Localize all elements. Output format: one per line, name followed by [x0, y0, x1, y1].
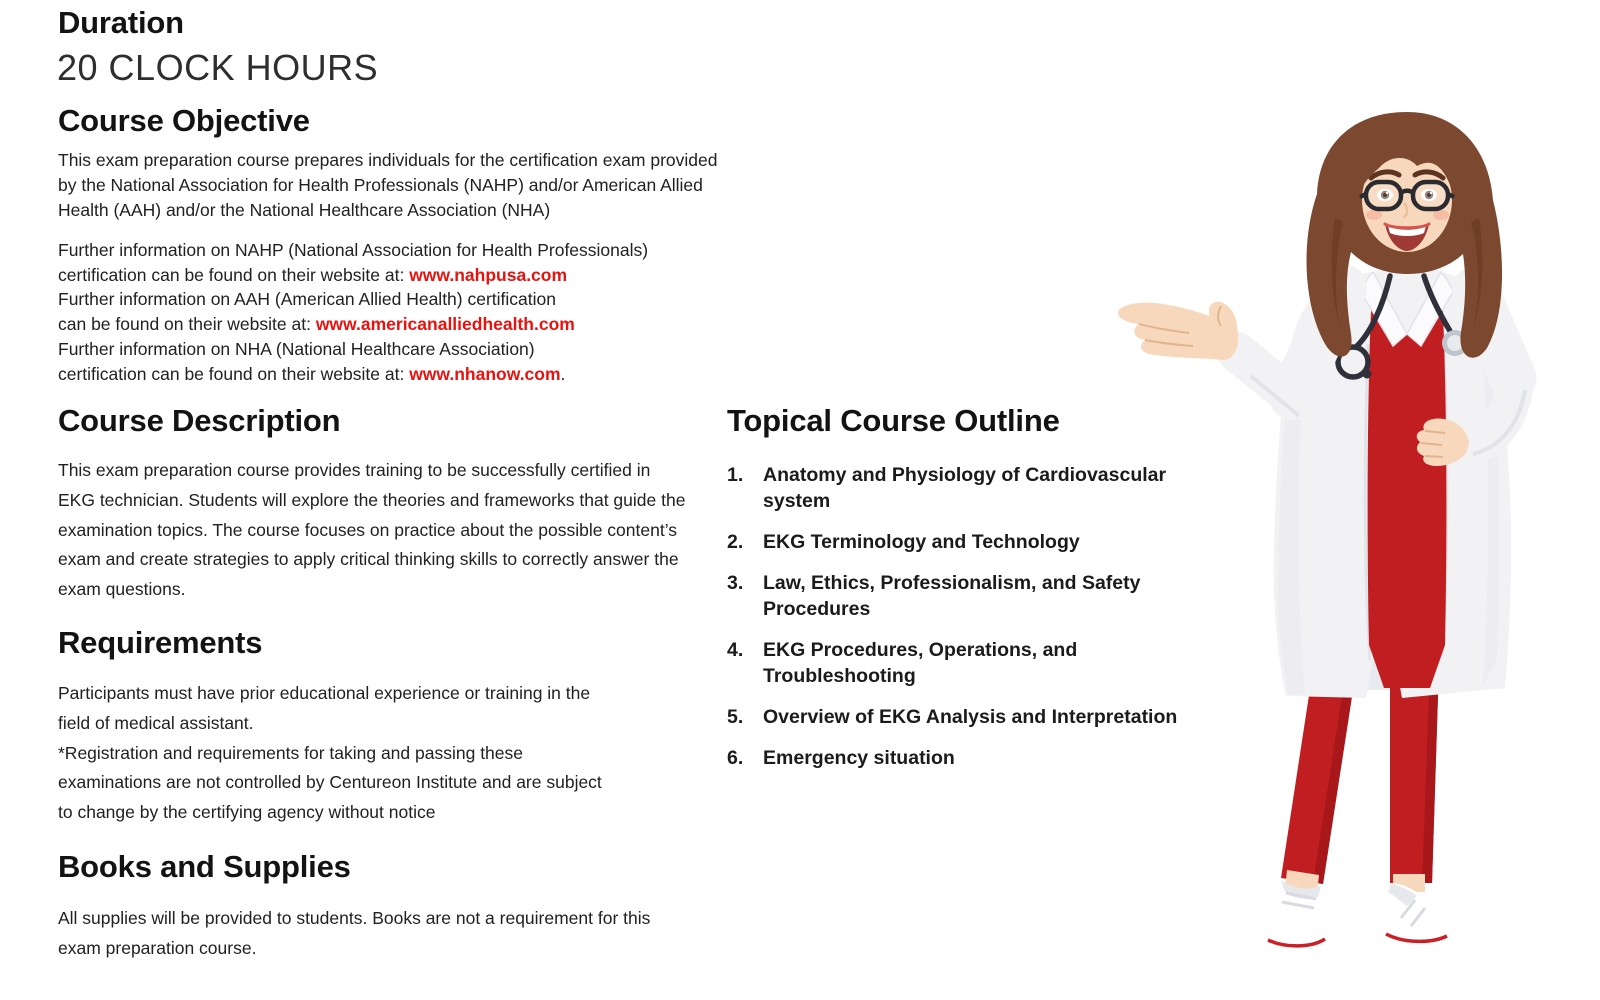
requirements-block [58, 679, 608, 828]
link-nhanow[interactable]: www.nhanow.com [409, 363, 561, 384]
cert-line-text: Further information on NHA (National Healthcare Association) [58, 338, 535, 359]
outline-item-text: Emergency situation [763, 747, 955, 769]
outline-item-number: 6. [727, 747, 744, 769]
paragraph-course-description: This exam preparation course provides training to be successfully certified in EKG technician. Students will explore the theories and frameworks that guide the examination topics. The course focuses on practice about the possible content’s exam and create strategies to apply critical thinking skills to correctly answer the exam questions. [58, 460, 686, 600]
cert-line-after: . [560, 363, 566, 384]
paragraph-course-objective: This exam preparation course prepares individuals for the certification exam provided by the National Association for Health Professionals (NAHP) and/or American Allied Health (AAH) and/or the National Healthcare Association (NHA) [58, 150, 718, 220]
outline-item-text: Law, Ethics, Professionalism, and Safety Procedures [763, 572, 1141, 620]
cert-info-line [58, 238, 758, 263]
section-heading-books-supplies: Books and Supplies [58, 849, 351, 884]
link-americanalliedhealth[interactable]: www.americanalliedhealth.com [315, 314, 575, 335]
cert-line-text: certification can be found on their website at: [58, 363, 410, 384]
outline-item-number: 2. [727, 531, 744, 553]
section-heading-topical-outline: Topical Course Outline [727, 403, 1060, 438]
outline-item-text: EKG Terminology and Technology [763, 531, 1080, 553]
cert-info-line [58, 263, 758, 288]
doctor-woman-illustration-svg [1085, 100, 1555, 970]
cert-info-line [58, 312, 758, 337]
section-heading-course-objective: Course Objective [58, 103, 310, 138]
link-nahpusa[interactable]: www.nahpusa.com [409, 264, 568, 285]
outline-item-text: Anatomy and Physiology of Cardiovascular system [763, 464, 1167, 512]
paragraph-requirements-2: *Registration and requirements for taking and passing these examinations are not controlled by Centureon Institute and are subject to change by the certifying agency without notice [58, 742, 602, 823]
outline-item-number: 4. [727, 639, 744, 661]
cert-info-line [58, 337, 758, 362]
outline-item-text: EKG Procedures, Operations, and Troubleshooting [763, 639, 1078, 687]
outline-item-number: 5. [727, 706, 744, 728]
cert-info-line [58, 287, 758, 312]
paragraph-requirements-1: Participants must have prior educational experience or training in the field of medical assistant. [58, 683, 591, 733]
duration-heading: Duration [58, 5, 184, 40]
outline-item-text: Overview of EKG Analysis and Interpretation [763, 706, 1178, 728]
cert-line-text: Further information on NAHP (National Association for Health Professionals) [58, 240, 649, 260]
duration-value: 20 CLOCK HOURS [57, 47, 379, 88]
cert-line-text: certification can be found on their website at: [58, 264, 410, 285]
outline-item-number: 3. [727, 572, 744, 594]
doctor-woman-illustration [1085, 100, 1555, 970]
cert-line-text: Further information on AAH (American Allied Health) certification [58, 289, 556, 310]
cert-line-text: can be found on their website at: [58, 314, 316, 335]
section-heading-course-description: Course Description [58, 403, 341, 438]
section-heading-requirements: Requirements [58, 625, 263, 660]
outline-item-number: 1. [727, 464, 744, 486]
certification-info-block [58, 238, 758, 386]
paragraph-books-supplies: All supplies will be provided to students. Books are not a requirement for this exam preparation course. [58, 908, 651, 958]
cert-info-line [58, 362, 758, 387]
